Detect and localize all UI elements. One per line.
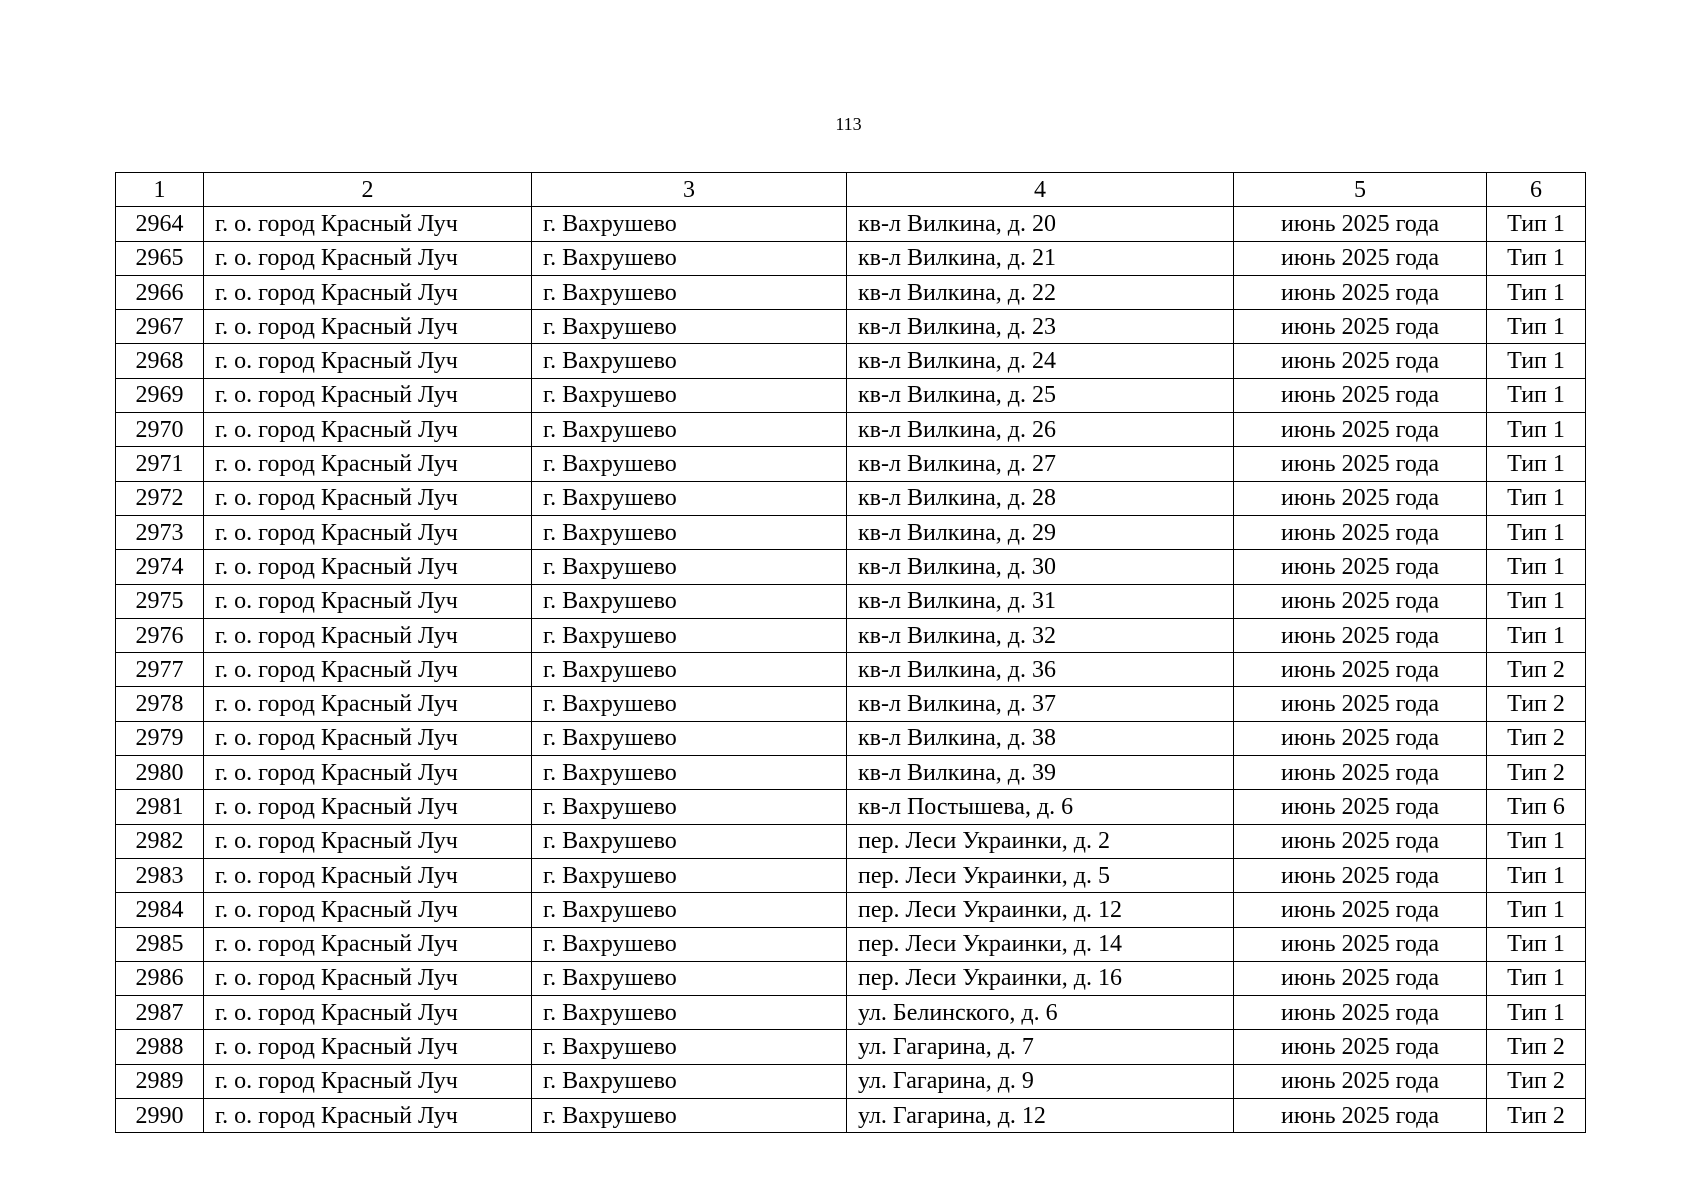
municipality-cell: г. о. город Красный Луч [204, 653, 532, 687]
address-cell: кв-л Вилкина, д. 25 [847, 378, 1234, 412]
row-number-cell: 2973 [116, 515, 204, 549]
settlement-cell: г. Вахрушево [532, 893, 847, 927]
type-cell: Тип 2 [1487, 1030, 1586, 1064]
column-header-1: 1 [116, 173, 204, 207]
address-cell: кв-л Вилкина, д. 26 [847, 413, 1234, 447]
row-number-cell: 2964 [116, 207, 204, 241]
address-cell: кв-л Вилкина, д. 20 [847, 207, 1234, 241]
date-cell: июнь 2025 года [1234, 858, 1487, 892]
row-number-cell: 2974 [116, 550, 204, 584]
date-cell: июнь 2025 года [1234, 653, 1487, 687]
municipality-cell: г. о. город Красный Луч [204, 275, 532, 309]
municipality-cell: г. о. город Красный Луч [204, 996, 532, 1030]
address-cell: кв-л Вилкина, д. 37 [847, 687, 1234, 721]
type-cell: Тип 1 [1487, 378, 1586, 412]
table-row [116, 550, 1586, 584]
table-row [116, 653, 1586, 687]
table-row [116, 756, 1586, 790]
type-cell: Тип 2 [1487, 756, 1586, 790]
settlement-cell: г. Вахрушево [532, 756, 847, 790]
type-cell: Тип 1 [1487, 584, 1586, 618]
table-row [116, 1064, 1586, 1098]
address-cell: ул. Белинского, д. 6 [847, 996, 1234, 1030]
table-row [116, 687, 1586, 721]
row-number-cell: 2965 [116, 241, 204, 275]
table-row [116, 584, 1586, 618]
settlement-cell: г. Вахрушево [532, 996, 847, 1030]
row-number-cell: 2984 [116, 893, 204, 927]
municipality-cell: г. о. город Красный Луч [204, 961, 532, 995]
municipality-cell: г. о. город Красный Луч [204, 1030, 532, 1064]
settlement-cell: г. Вахрушево [532, 1030, 847, 1064]
municipality-cell: г. о. город Красный Луч [204, 447, 532, 481]
address-cell: кв-л Вилкина, д. 36 [847, 653, 1234, 687]
table-row [116, 858, 1586, 892]
row-number-cell: 2972 [116, 481, 204, 515]
settlement-cell: г. Вахрушево [532, 687, 847, 721]
row-number-cell: 2978 [116, 687, 204, 721]
type-cell: Тип 2 [1487, 721, 1586, 755]
address-cell: кв-л Вилкина, д. 31 [847, 584, 1234, 618]
address-cell: пер. Леси Украинки, д. 12 [847, 893, 1234, 927]
date-cell: июнь 2025 года [1234, 927, 1487, 961]
municipality-cell: г. о. город Красный Луч [204, 687, 532, 721]
type-cell: Тип 1 [1487, 618, 1586, 652]
row-number-cell: 2971 [116, 447, 204, 481]
settlement-cell: г. Вахрушево [532, 961, 847, 995]
settlement-cell: г. Вахрушево [532, 515, 847, 549]
row-number-cell: 2970 [116, 413, 204, 447]
address-cell: кв-л Вилкина, д. 22 [847, 275, 1234, 309]
settlement-cell: г. Вахрушево [532, 275, 847, 309]
municipality-cell: г. о. город Красный Луч [204, 310, 532, 344]
date-cell: июнь 2025 года [1234, 790, 1487, 824]
date-cell: июнь 2025 года [1234, 687, 1487, 721]
settlement-cell: г. Вахрушево [532, 241, 847, 275]
settlement-cell: г. Вахрушево [532, 481, 847, 515]
table-row [116, 275, 1586, 309]
settlement-cell: г. Вахрушево [532, 447, 847, 481]
table-row [116, 618, 1586, 652]
address-cell: ул. Гагарина, д. 9 [847, 1064, 1234, 1098]
municipality-cell: г. о. город Красный Луч [204, 721, 532, 755]
type-cell: Тип 2 [1487, 1099, 1586, 1133]
date-cell: июнь 2025 года [1234, 756, 1487, 790]
date-cell: июнь 2025 года [1234, 961, 1487, 995]
address-cell: кв-л Вилкина, д. 28 [847, 481, 1234, 515]
row-number-cell: 2982 [116, 824, 204, 858]
type-cell: Тип 1 [1487, 961, 1586, 995]
municipality-cell: г. о. город Красный Луч [204, 241, 532, 275]
date-cell: июнь 2025 года [1234, 1064, 1487, 1098]
table-row [116, 824, 1586, 858]
address-cell: кв-л Вилкина, д. 27 [847, 447, 1234, 481]
table-row [116, 1099, 1586, 1133]
municipality-cell: г. о. город Красный Луч [204, 1099, 532, 1133]
address-cell: кв-л Вилкина, д. 38 [847, 721, 1234, 755]
address-cell: кв-л Вилкина, д. 29 [847, 515, 1234, 549]
date-cell: июнь 2025 года [1234, 618, 1487, 652]
address-cell: кв-л Вилкина, д. 39 [847, 756, 1234, 790]
settlement-cell: г. Вахрушево [532, 927, 847, 961]
date-cell: июнь 2025 года [1234, 275, 1487, 309]
row-number-cell: 2976 [116, 618, 204, 652]
settlement-cell: г. Вахрушево [532, 550, 847, 584]
page-number: 113 [835, 114, 862, 134]
row-number-cell: 2977 [116, 653, 204, 687]
date-cell: июнь 2025 года [1234, 515, 1487, 549]
date-cell: июнь 2025 года [1234, 893, 1487, 927]
row-number-cell: 2981 [116, 790, 204, 824]
table-row [116, 721, 1586, 755]
municipality-cell: г. о. город Красный Луч [204, 618, 532, 652]
column-header-5: 5 [1234, 173, 1487, 207]
type-cell: Тип 2 [1487, 1064, 1586, 1098]
type-cell: Тип 1 [1487, 447, 1586, 481]
date-cell: июнь 2025 года [1234, 584, 1487, 618]
municipality-cell: г. о. город Красный Луч [204, 584, 532, 618]
row-number-cell: 2969 [116, 378, 204, 412]
table-row [116, 1030, 1586, 1064]
settlement-cell: г. Вахрушево [532, 1099, 847, 1133]
municipality-cell: г. о. город Красный Луч [204, 207, 532, 241]
date-cell: июнь 2025 года [1234, 1099, 1487, 1133]
type-cell: Тип 1 [1487, 241, 1586, 275]
settlement-cell: г. Вахрушево [532, 721, 847, 755]
type-cell: Тип 1 [1487, 996, 1586, 1030]
table-row [116, 996, 1586, 1030]
settlement-cell: г. Вахрушево [532, 344, 847, 378]
type-cell: Тип 1 [1487, 344, 1586, 378]
row-number-cell: 2986 [116, 961, 204, 995]
address-cell: пер. Леси Украинки, д. 16 [847, 961, 1234, 995]
address-cell: ул. Гагарина, д. 12 [847, 1099, 1234, 1133]
settlement-cell: г. Вахрушево [532, 413, 847, 447]
address-cell: кв-л Вилкина, д. 32 [847, 618, 1234, 652]
date-cell: июнь 2025 года [1234, 207, 1487, 241]
row-number-cell: 2989 [116, 1064, 204, 1098]
row-number-cell: 2987 [116, 996, 204, 1030]
table-row [116, 207, 1586, 241]
address-cell: пер. Леси Украинки, д. 5 [847, 858, 1234, 892]
address-cell: кв-л Постышева, д. 6 [847, 790, 1234, 824]
row-number-cell: 2967 [116, 310, 204, 344]
column-header-4: 4 [847, 173, 1234, 207]
date-cell: июнь 2025 года [1234, 824, 1487, 858]
address-cell: кв-л Вилкина, д. 30 [847, 550, 1234, 584]
settlement-cell: г. Вахрушево [532, 310, 847, 344]
table-body [116, 173, 1586, 1133]
table-row [116, 344, 1586, 378]
table-row [116, 378, 1586, 412]
type-cell: Тип 1 [1487, 893, 1586, 927]
municipality-cell: г. о. город Красный Луч [204, 550, 532, 584]
date-cell: июнь 2025 года [1234, 241, 1487, 275]
municipality-cell: г. о. город Красный Луч [204, 893, 532, 927]
type-cell: Тип 1 [1487, 275, 1586, 309]
address-cell: ул. Гагарина, д. 7 [847, 1030, 1234, 1064]
type-cell: Тип 2 [1487, 687, 1586, 721]
row-number-cell: 2988 [116, 1030, 204, 1064]
municipality-cell: г. о. город Красный Луч [204, 790, 532, 824]
table-row [116, 241, 1586, 275]
municipality-cell: г. о. город Красный Луч [204, 344, 532, 378]
settlement-cell: г. Вахрушево [532, 584, 847, 618]
municipality-cell: г. о. город Красный Луч [204, 756, 532, 790]
address-cell: пер. Леси Украинки, д. 14 [847, 927, 1234, 961]
date-cell: июнь 2025 года [1234, 413, 1487, 447]
type-cell: Тип 1 [1487, 413, 1586, 447]
type-cell: Тип 1 [1487, 481, 1586, 515]
date-cell: июнь 2025 года [1234, 996, 1487, 1030]
table-row [116, 515, 1586, 549]
type-cell: Тип 1 [1487, 310, 1586, 344]
settlement-cell: г. Вахрушево [532, 207, 847, 241]
table-row [116, 481, 1586, 515]
address-cell: кв-л Вилкина, д. 24 [847, 344, 1234, 378]
table-row [116, 447, 1586, 481]
date-cell: июнь 2025 года [1234, 721, 1487, 755]
settlement-cell: г. Вахрушево [532, 858, 847, 892]
municipality-cell: г. о. город Красный Луч [204, 378, 532, 412]
column-header-2: 2 [204, 173, 532, 207]
municipality-cell: г. о. город Красный Луч [204, 515, 532, 549]
address-cell: кв-л Вилкина, д. 23 [847, 310, 1234, 344]
settlement-cell: г. Вахрушево [532, 618, 847, 652]
settlement-cell: г. Вахрушево [532, 653, 847, 687]
type-cell: Тип 1 [1487, 515, 1586, 549]
table-row [116, 310, 1586, 344]
table-row [116, 893, 1586, 927]
table-header-row [116, 173, 1586, 207]
row-number-cell: 2966 [116, 275, 204, 309]
address-cell: пер. Леси Украинки, д. 2 [847, 824, 1234, 858]
row-number-cell: 2983 [116, 858, 204, 892]
data-table [115, 172, 1586, 1133]
municipality-cell: г. о. город Красный Луч [204, 824, 532, 858]
type-cell: Тип 1 [1487, 824, 1586, 858]
table-row [116, 961, 1586, 995]
column-header-3: 3 [532, 173, 847, 207]
date-cell: июнь 2025 года [1234, 310, 1487, 344]
settlement-cell: г. Вахрушево [532, 378, 847, 412]
row-number-cell: 2975 [116, 584, 204, 618]
settlement-cell: г. Вахрушево [532, 790, 847, 824]
municipality-cell: г. о. город Красный Луч [204, 413, 532, 447]
municipality-cell: г. о. город Красный Луч [204, 1064, 532, 1098]
table-row [116, 413, 1586, 447]
table-row [116, 927, 1586, 961]
row-number-cell: 2968 [116, 344, 204, 378]
type-cell: Тип 1 [1487, 550, 1586, 584]
column-header-6: 6 [1487, 173, 1586, 207]
municipality-cell: г. о. город Красный Луч [204, 927, 532, 961]
date-cell: июнь 2025 года [1234, 378, 1487, 412]
row-number-cell: 2985 [116, 927, 204, 961]
type-cell: Тип 2 [1487, 653, 1586, 687]
date-cell: июнь 2025 года [1234, 550, 1487, 584]
type-cell: Тип 1 [1487, 858, 1586, 892]
settlement-cell: г. Вахрушево [532, 824, 847, 858]
municipality-cell: г. о. город Красный Луч [204, 858, 532, 892]
row-number-cell: 2980 [116, 756, 204, 790]
table-row [116, 790, 1586, 824]
type-cell: Тип 1 [1487, 927, 1586, 961]
type-cell: Тип 1 [1487, 207, 1586, 241]
date-cell: июнь 2025 года [1234, 1030, 1487, 1064]
date-cell: июнь 2025 года [1234, 344, 1487, 378]
municipality-cell: г. о. город Красный Луч [204, 481, 532, 515]
date-cell: июнь 2025 года [1234, 447, 1487, 481]
address-cell: кв-л Вилкина, д. 21 [847, 241, 1234, 275]
row-number-cell: 2990 [116, 1099, 204, 1133]
type-cell: Тип 6 [1487, 790, 1586, 824]
row-number-cell: 2979 [116, 721, 204, 755]
date-cell: июнь 2025 года [1234, 481, 1487, 515]
settlement-cell: г. Вахрушево [532, 1064, 847, 1098]
